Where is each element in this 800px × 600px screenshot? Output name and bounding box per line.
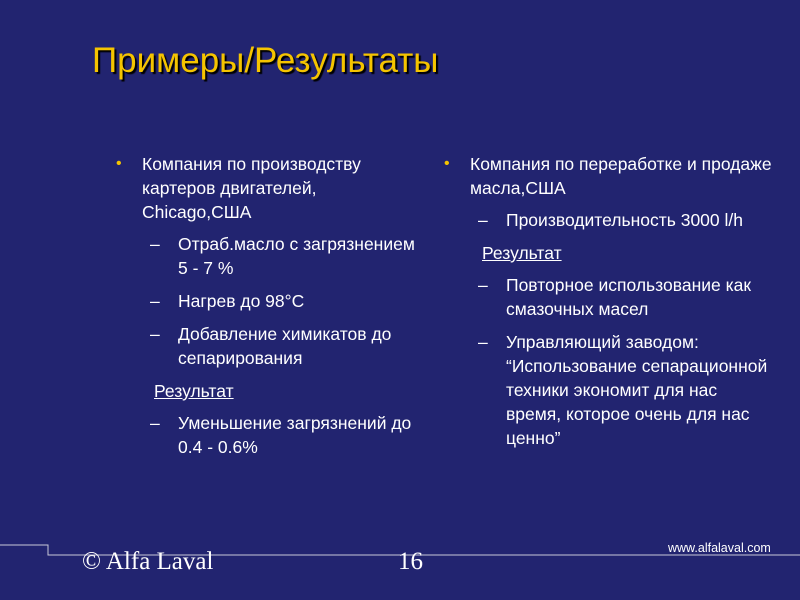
left-item: [116, 289, 426, 313]
right-result-item: [444, 330, 774, 450]
left-bullet: [116, 152, 426, 224]
left-item: [116, 322, 426, 370]
dash-icon: –: [478, 210, 488, 230]
page-number: 16: [398, 548, 423, 575]
left-column: [116, 152, 426, 468]
copyright: © Alfa Laval: [82, 548, 214, 575]
left-item-text: Нагрев до 98°C: [178, 291, 305, 311]
right-result-text: Управляющий заводом: “Использование сепарационной техники экономит для нас время, которое очень для нас ценно”: [506, 332, 768, 448]
left-bullet-text: Компания по производству картеров двигателей, Chicago,США: [142, 154, 361, 222]
right-column: [444, 152, 774, 459]
left-result-item: [116, 411, 426, 459]
slide-title: Примеры/Результаты: [92, 41, 439, 80]
left-result-text: Уменьшение загрязнений до 0.4 - 0.6%: [178, 413, 412, 457]
dash-icon: –: [150, 413, 160, 433]
dash-icon: –: [150, 291, 160, 311]
right-result-item: [444, 273, 774, 321]
right-item-text: Производительность 3000 l/h: [506, 210, 743, 230]
dash-icon: –: [478, 332, 488, 352]
left-item-text: Добавление химикатов до сепарирования: [178, 324, 392, 368]
left-item-text: Отраб.масло с загрязнением 5 - 7 %: [178, 234, 415, 278]
dash-icon: –: [478, 275, 488, 295]
bullet-dot-icon: •: [116, 155, 122, 172]
right-result-label: Результат: [482, 243, 562, 263]
right-bullet-text: Компания по переработке и продаже масла,США: [470, 154, 772, 198]
left-item: [116, 232, 426, 280]
dash-icon: –: [150, 324, 160, 344]
right-result-text: Повторное использование как смазочных масел: [506, 275, 752, 319]
right-item: [444, 208, 774, 232]
left-result-label: Результат: [154, 381, 234, 401]
website-link[interactable]: www.alfalaval.com: [668, 541, 771, 555]
right-bullet: [444, 152, 774, 200]
dash-icon: –: [150, 234, 160, 254]
bullet-dot-icon: •: [444, 155, 450, 172]
